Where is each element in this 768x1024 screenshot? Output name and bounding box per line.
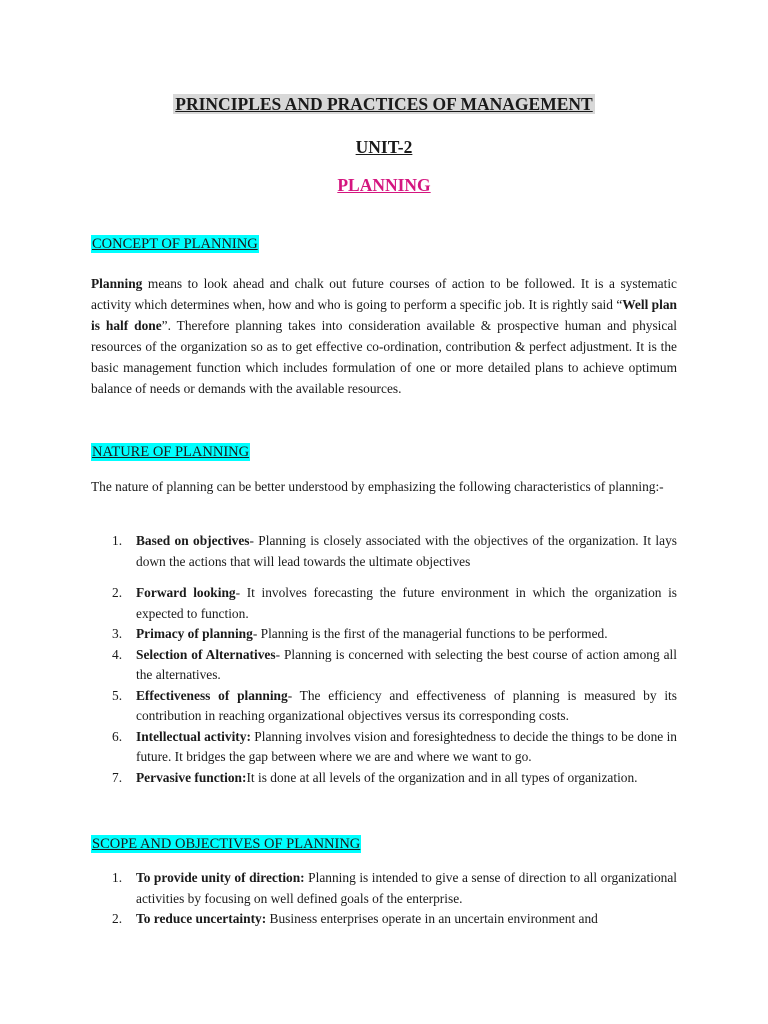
- list-item: 4. Selection of Alternatives- Planning is concerned with selecting the best course of action among all the alternatives.: [112, 646, 678, 682]
- list-item: 3. Primacy of planning- Planning is the first of the managerial functions to be performed.: [112, 626, 608, 641]
- scope-list: [0, 868, 768, 930]
- nature-heading: NATURE OF PLANNING: [92, 444, 250, 460]
- document-title: PRINCIPLES AND PRACTICES OF MANAGEMENT: [175, 94, 593, 114]
- nature-intro: The nature of planning can be better understood by emphasizing the following characteristics of planning:-: [91, 479, 664, 494]
- list-item: 2. To reduce uncertainty: Business enterprises operate in an uncertain environment and: [112, 911, 598, 926]
- nature-list: [0, 531, 768, 788]
- list-item: 5. Effectiveness of planning- The efficiency and effectiveness of planning is measured by its contribution in reaching organizational objectives versus its corresponding costs.: [112, 687, 677, 723]
- list-item: 1. Based on objectives- Planning is closely associated with the objectives of the organization. It lays down the actions that will lead towards the ultimate objectives: [112, 533, 677, 569]
- list-item: 2. Forward looking- It involves forecasting the future environment in which the organization is expected to function.: [112, 585, 678, 621]
- list-item: 7. Pervasive function:It is done at all levels of the organization and in all types of organization.: [112, 769, 638, 785]
- concept-paragraph: Planning means to look ahead and chalk out future courses of action to be followed. It is a systematic activity which determines when, how and who is going to perform a specific job. It is rightly said “Well plan is half done”. Therefore planning takes into consideration available & prospective human and physical resources of the organization so as to get effective co-ordination, contribution & perfect adjustment. It is the basic management function which includes formulation of one or more detailed plans to achieve optimum balance of needs or demands with the available resources.: [91, 276, 677, 396]
- list-item: 1. To provide unity of direction: Planning is intended to give a sense of direction to all organizational activities by focusing on well defined goals of the enterprise.: [112, 870, 677, 906]
- unit-label: UNIT-2: [355, 137, 413, 157]
- list-item: 6. Intellectual activity: Planning involves vision and foresightedness to decide the things to be done in future. It bridges the gap between where we are and where we want to go.: [112, 728, 678, 764]
- topic-title: PLANNING: [337, 175, 431, 195]
- concept-heading: CONCEPT OF PLANNING: [92, 236, 258, 252]
- scope-heading: SCOPE AND OBJECTIVES OF PLANNING: [92, 836, 361, 852]
